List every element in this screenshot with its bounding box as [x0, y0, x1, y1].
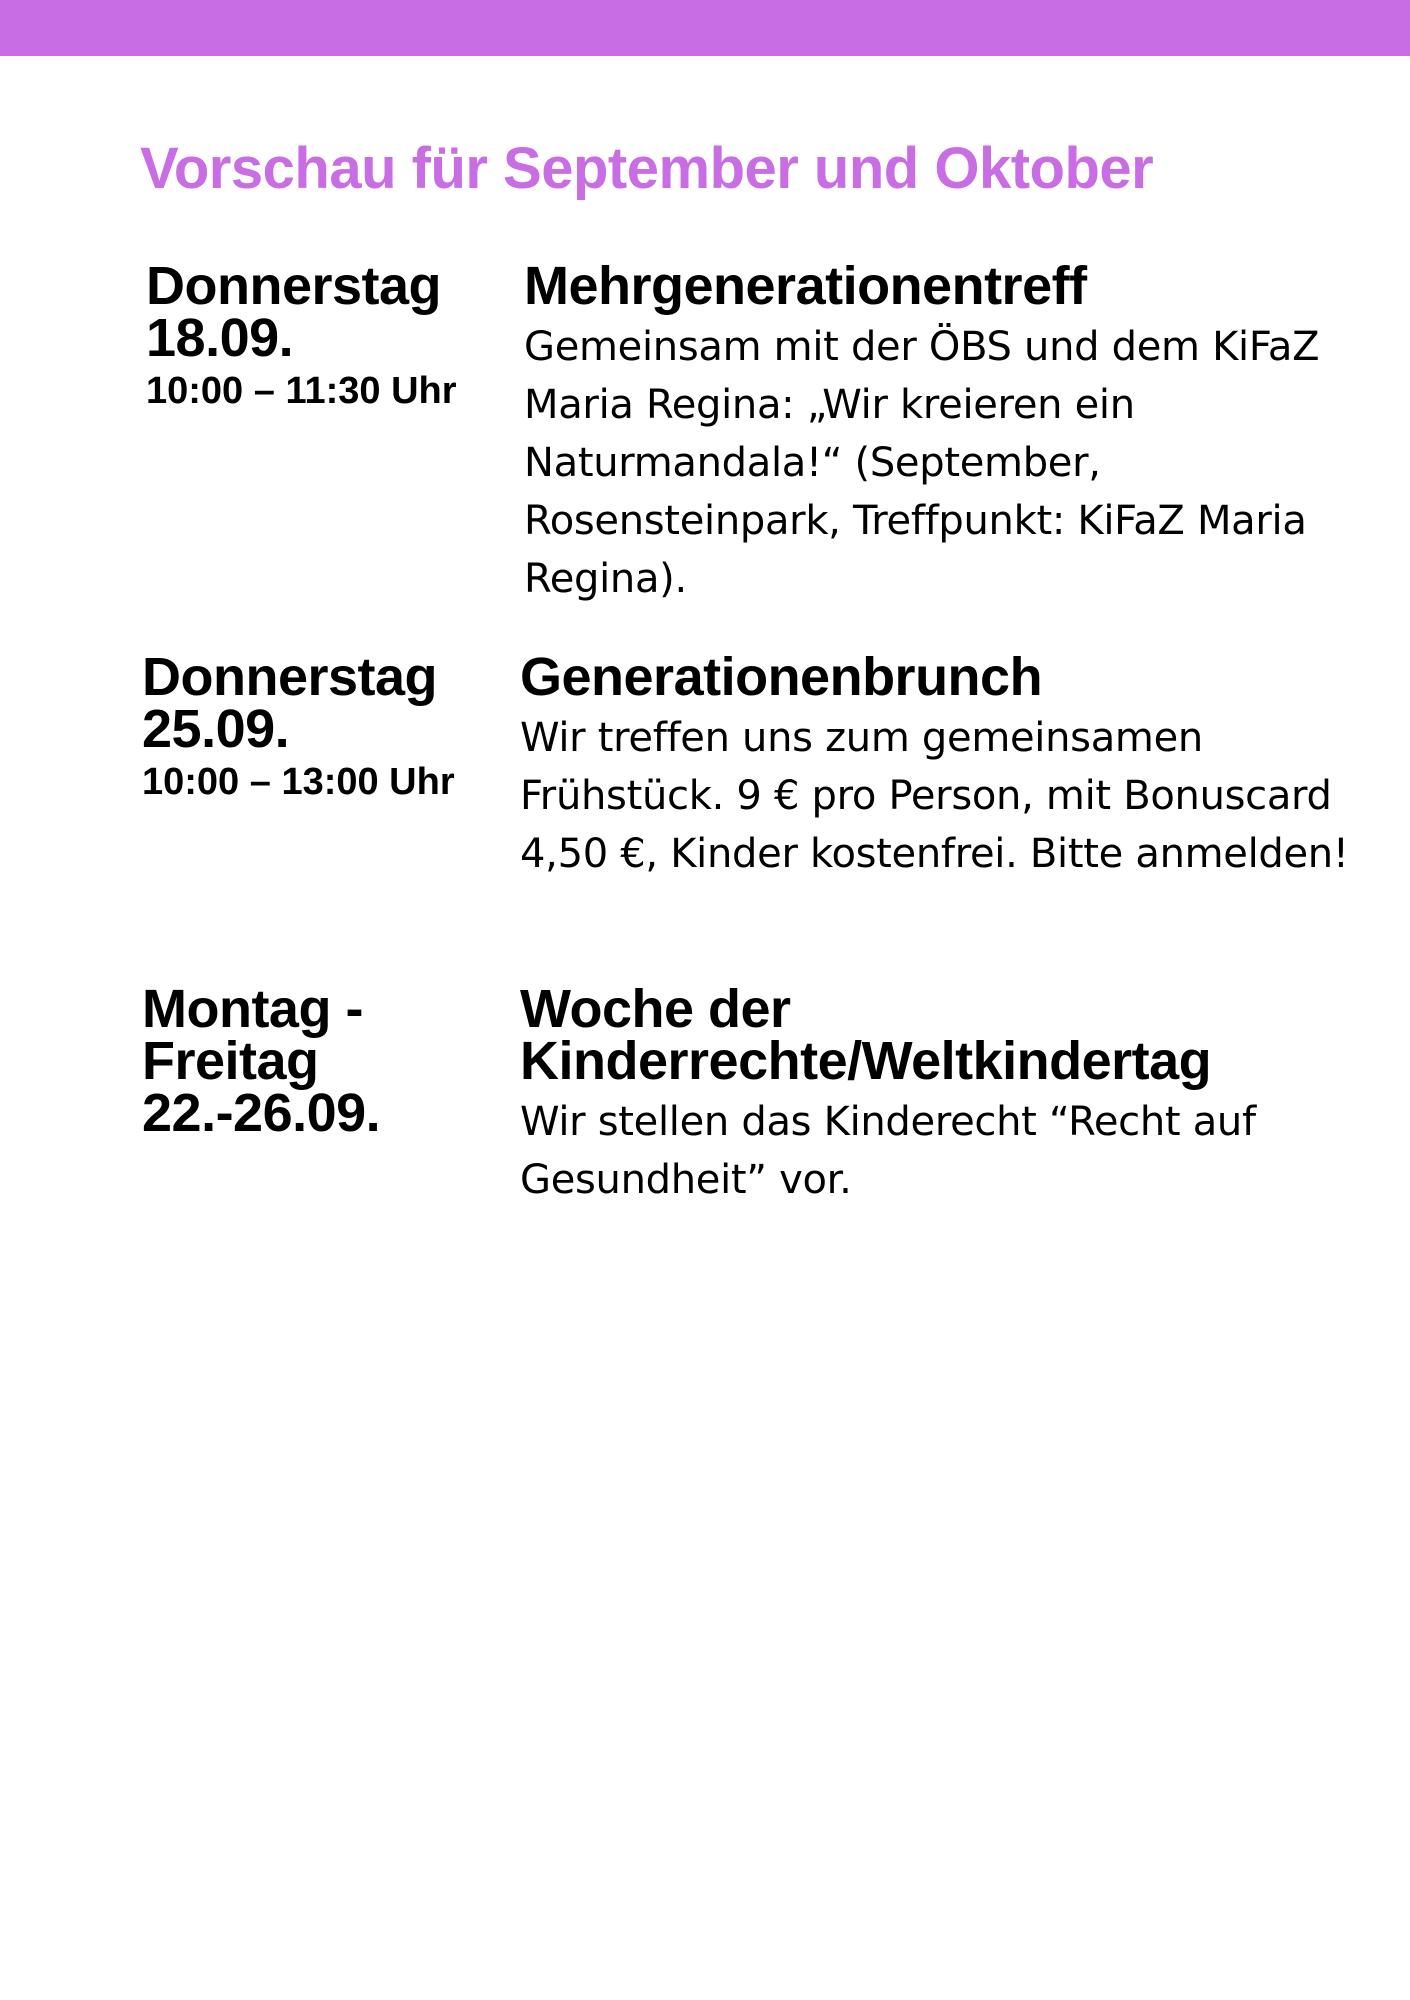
- event-date: 22.-26.09.: [142, 1083, 381, 1143]
- event-what: [520, 979, 1400, 1209]
- page-title: Vorschau für September und Oktober: [140, 136, 1154, 201]
- event-title: Generationenbrunch: [520, 647, 1043, 707]
- event-when: [142, 647, 502, 805]
- event-what: [524, 256, 1404, 608]
- event-day: Donnerstag: [146, 256, 442, 316]
- event-description: Wir stellen das Kinderecht “Recht auf Gesundheit” vor.: [520, 1099, 1256, 1203]
- event-description: Gemeinsam mit der ÖBS und dem KiFaZ Maria Regina: „Wir kreieren ein Naturmandala!“ (September, Rosensteinpark, Treffpunkt: KiFaZ Maria Regina).: [524, 324, 1320, 602]
- event-day: Donnerstag: [142, 647, 438, 707]
- event-date: 25.09.: [142, 699, 290, 759]
- event-when: [142, 979, 502, 1143]
- event-time: 10:00 – 11:30 Uhr: [146, 370, 457, 412]
- event-what: [520, 647, 1400, 883]
- top-accent-bar: [0, 0, 1410, 56]
- event-title: Woche der: [520, 979, 791, 1039]
- event-title-line2: Kinderrechte/Weltkindertag: [520, 1031, 1212, 1091]
- event-when: [146, 256, 506, 414]
- event-time: 10:00 – 13:00 Uhr: [142, 761, 455, 803]
- event-day: Montag -: [142, 979, 363, 1039]
- event-title: Mehrgenerationentreff: [524, 256, 1087, 316]
- event-date: 18.09.: [146, 308, 294, 368]
- event-description: Wir treffen uns zum gemeinsamen Frühstück. 9 € pro Person, mit Bonuscard 4,50 €, Kinder kostenfrei. Bitte anmelden!: [520, 715, 1349, 877]
- event-day-range-end: Freitag: [142, 1031, 319, 1091]
